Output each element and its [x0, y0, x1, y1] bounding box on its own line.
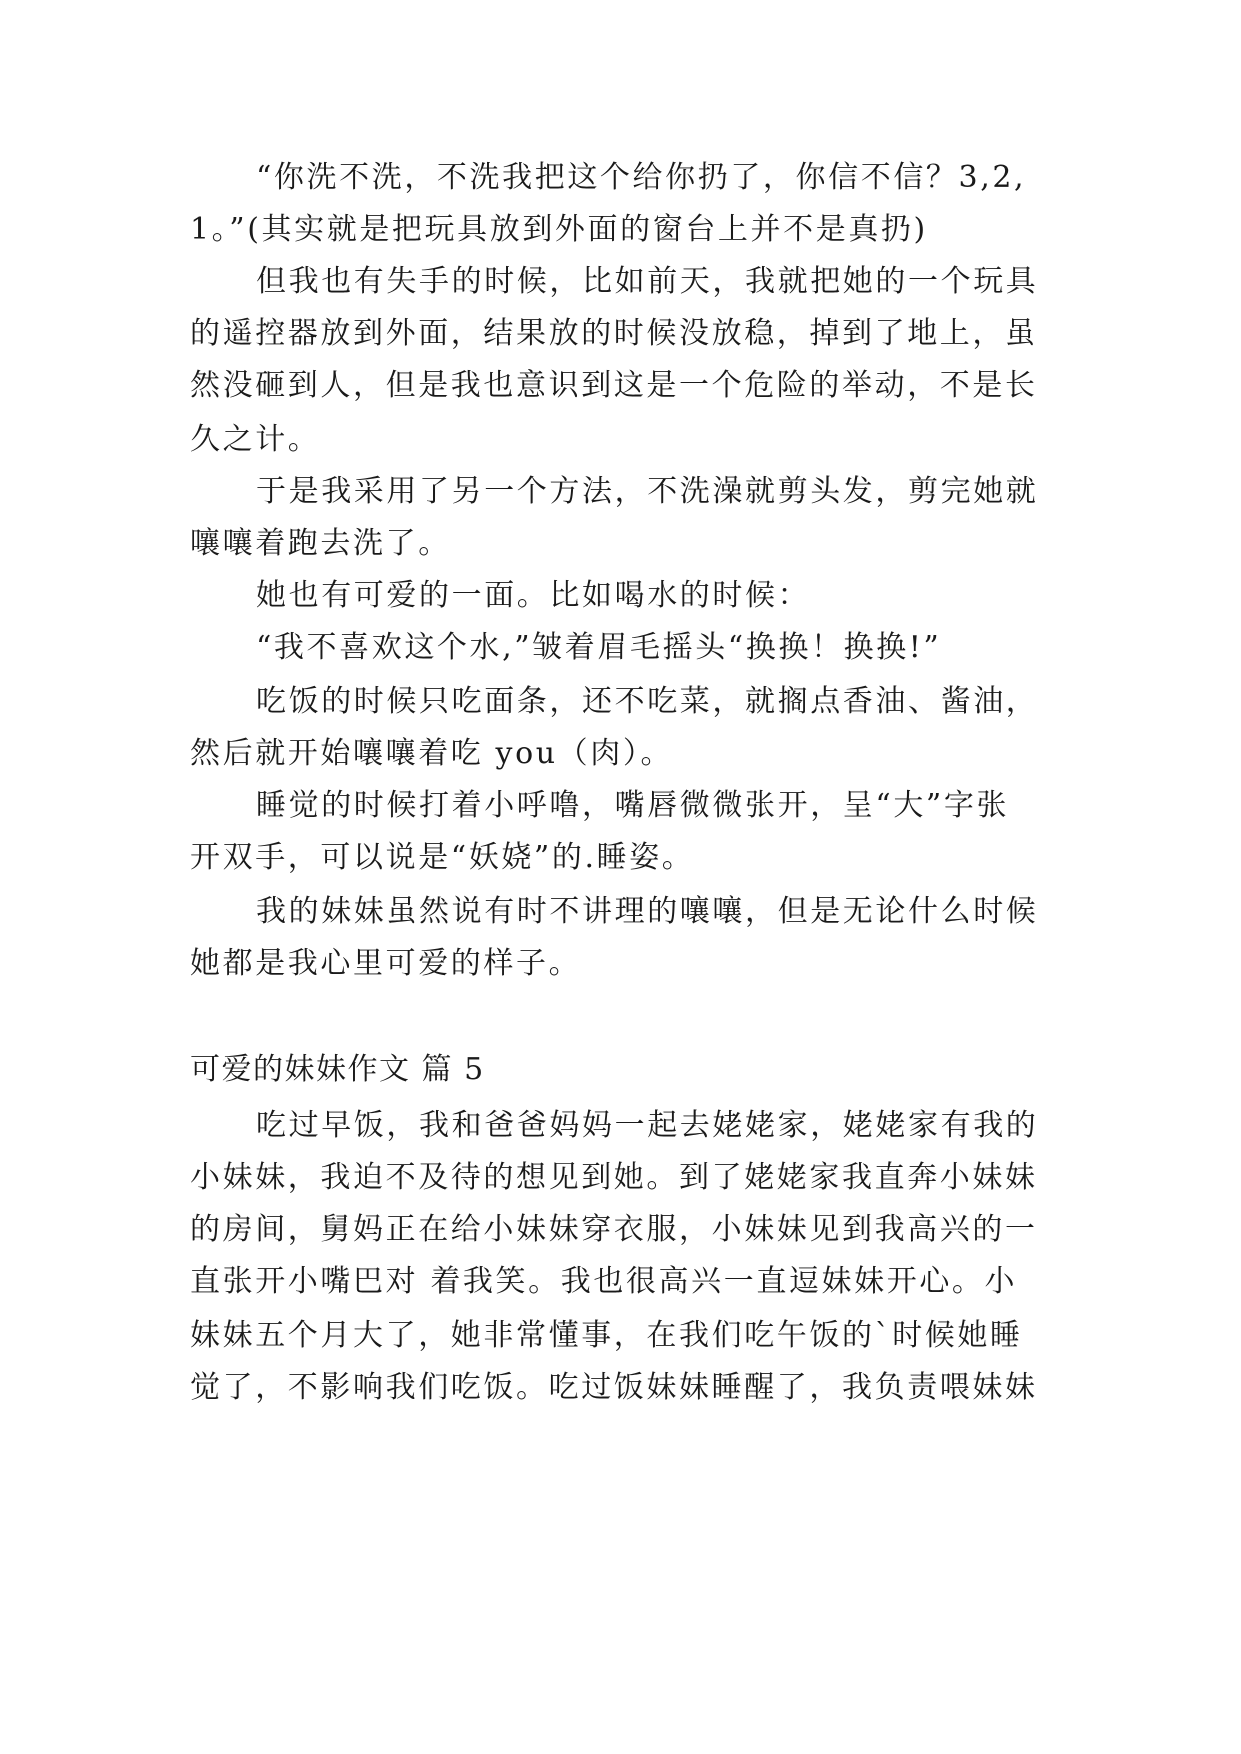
paragraph-line: 久之计。 — [190, 422, 321, 457]
paragraph-line: 她也有可爱的一面。比如喝水的时候： — [256, 578, 811, 613]
paragraph-line: 于是我采用了另一个方法，不洗澡就剪头发，剪完她就 — [256, 474, 1039, 509]
paragraph-line: 妹妹五个月大了，她非常懂事，在我们吃午饭的`时候她睡 — [190, 1318, 1023, 1353]
paragraph-line: 开双手，可以说是“妖娆”的.睡姿。 — [190, 840, 695, 875]
paragraph-line: 觉了，不影响我们吃饭。吃过饭妹妹睡醒了，我负责喂妹妹 — [190, 1370, 1038, 1405]
paragraph-line: 睡觉的时候打着小呼噜，嘴唇微微张开，呈“大”字张 — [256, 788, 1010, 823]
paragraph-line: 1。”(其实就是把玩具放到外面的窗台上并不是真扔) — [190, 212, 928, 247]
paragraph-line: 小妹妹，我迫不及待的想见到她。到了姥姥家我直奔小妹妹 — [190, 1160, 1038, 1195]
paragraph-line: 然后就开始嚷嚷着吃 you（肉）。 — [190, 736, 674, 771]
section-heading: 可爱的妹妹作文 篇 5 — [190, 1052, 485, 1087]
paragraph-line: 我的妹妹虽然说有时不讲理的嚷嚷，但是无论什么时候 — [256, 894, 1039, 929]
paragraph-line: 但我也有失手的时候，比如前天，我就把她的一个玩具 — [256, 264, 1039, 299]
paragraph-line: 吃过早饭，我和爸爸妈妈一起去姥姥家，姥姥家有我的 — [256, 1108, 1039, 1143]
paragraph-line: 然没砸到人，但是我也意识到这是一个危险的举动，不是长 — [190, 368, 1038, 403]
paragraph-line: 的遥控器放到外面，结果放的时候没放稳，掉到了地上，虽 — [190, 316, 1038, 351]
paragraph-line: 嚷嚷着跑去洗了。 — [190, 526, 451, 561]
paragraph-line: 直张开小嘴巴对 着我笑。我也很高兴一直逗妹妹开心。小 — [190, 1264, 1018, 1299]
paragraph-line: 的房间，舅妈正在给小妹妹穿衣服，小妹妹见到我高兴的一 — [190, 1212, 1038, 1247]
paragraph-line: “我不喜欢这个水,”皱着眉毛摇头“换换！换换!” — [256, 630, 942, 665]
paragraph-line: “你洗不洗，不洗我把这个给你扔了，你信不信？3,2, — [256, 160, 1027, 195]
paragraph-line: 她都是我心里可爱的样子。 — [190, 946, 582, 981]
paragraph-line: 吃饭的时候只吃面条，还不吃菜，就搁点香油、酱油， — [256, 684, 1039, 719]
